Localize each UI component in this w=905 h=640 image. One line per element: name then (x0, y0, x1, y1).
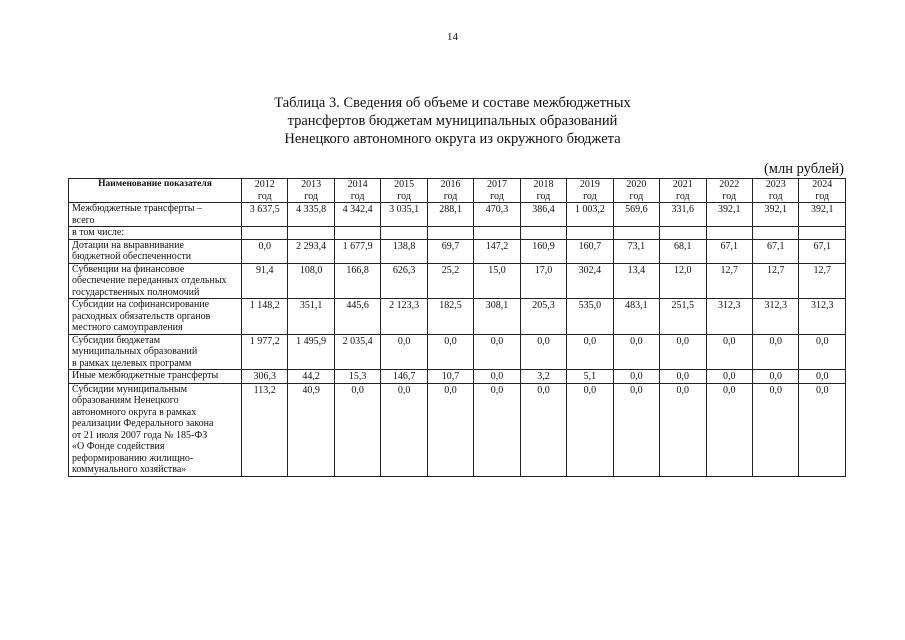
table-cell: 392,1 (752, 203, 798, 227)
row-label-line: реализации Федерального закона (72, 418, 214, 429)
table-cell (520, 227, 566, 240)
table-cell: 15,0 (474, 263, 520, 299)
table-cell: 0,0 (242, 239, 288, 263)
table-cell (381, 227, 427, 240)
table-cell: 1 677,9 (334, 239, 380, 263)
table-cell: 12,7 (706, 263, 752, 299)
row-label-line: коммунального хозяйства» (72, 464, 187, 475)
table-cell (427, 227, 473, 240)
column-header-year (242, 179, 288, 203)
row-label-line: Субвенции на финансовое (72, 263, 185, 275)
table-cell: 3,2 (520, 370, 566, 384)
table-cell: 138,8 (381, 239, 427, 263)
table-cell: 308,1 (474, 299, 520, 335)
table-cell: 0,0 (613, 383, 659, 476)
table-cell: 0,0 (799, 383, 846, 476)
row-label (69, 370, 242, 384)
table-cell: 0,0 (706, 334, 752, 370)
table-cell: 0,0 (706, 370, 752, 384)
column-header-year (334, 179, 380, 203)
table-cell: 306,3 (242, 370, 288, 384)
table-cell: 160,7 (567, 239, 613, 263)
row-label-line: Субсидии бюджетам (72, 334, 161, 346)
row-label-line: государственных полномочий (72, 286, 200, 298)
year-label: 2016 (440, 179, 461, 190)
table-cell: 0,0 (427, 383, 473, 476)
table-cell: 0,0 (334, 383, 380, 476)
table-row (69, 263, 846, 299)
table-cell: 2 035,4 (334, 334, 380, 370)
row-label-line: Межбюджетные трансферты – (72, 203, 202, 214)
page-number: 14 (447, 31, 458, 43)
table-cell: 160,9 (520, 239, 566, 263)
year-label: 2015 (394, 179, 415, 190)
table-cell: 40,9 (288, 383, 334, 476)
table-row (69, 383, 846, 476)
table-row (69, 239, 846, 263)
table-cell: 12,0 (660, 263, 706, 299)
row-label-line: в рамках целевых программ (72, 357, 192, 369)
table-cell (334, 227, 380, 240)
year-suffix: год (629, 190, 644, 202)
table-cell: 312,3 (752, 299, 798, 335)
row-label-line: расходных обязательств органов (72, 310, 211, 322)
table-cell: 0,0 (474, 370, 520, 384)
table-cell: 0,0 (567, 383, 613, 476)
table-cell: 0,0 (660, 334, 706, 370)
table-cell: 312,3 (799, 299, 846, 335)
table-cell: 312,3 (706, 299, 752, 335)
table-cell (613, 227, 659, 240)
table-cell: 0,0 (706, 383, 752, 476)
row-label-line: Субсидии муниципальным (72, 383, 188, 395)
year-label: 2021 (672, 179, 693, 190)
table-cell: 67,1 (706, 239, 752, 263)
table-cell: 0,0 (752, 370, 798, 384)
year-suffix: год (768, 190, 783, 202)
transfers-table (68, 178, 846, 477)
table-cell: 392,1 (799, 203, 846, 227)
year-label: 2024 (812, 179, 833, 190)
column-header-year (706, 179, 752, 203)
table-cell: 4 342,4 (334, 203, 380, 227)
row-label-line: бюджетной обеспеченности (72, 251, 192, 262)
table-cell: 0,0 (752, 383, 798, 476)
row-label (69, 334, 242, 370)
title-line: Ненецкого автономного округа из окружного бюджета (284, 131, 621, 147)
column-header-year (567, 179, 613, 203)
column-header-year (613, 179, 659, 203)
year-label: 2023 (765, 179, 786, 190)
table-cell: 69,7 (427, 239, 473, 263)
table-cell: 445,6 (334, 299, 380, 335)
table-cell: 1 148,2 (242, 299, 288, 335)
table-cell: 44,2 (288, 370, 334, 384)
row-label-line: обеспечение переданных отдельных (72, 275, 227, 286)
table-header-row (69, 179, 846, 203)
table-cell: 2 293,4 (288, 239, 334, 263)
table-cell: 17,0 (520, 263, 566, 299)
table-cell: 0,0 (660, 383, 706, 476)
table-title (0, 94, 905, 148)
column-header-year (381, 179, 427, 203)
table-cell: 0,0 (381, 383, 427, 476)
row-label (69, 299, 242, 335)
row-label-line: всего (72, 214, 95, 226)
table-cell: 146,7 (381, 370, 427, 384)
table-cell: 288,1 (427, 203, 473, 227)
row-label-line: образованиям Ненецкого (72, 395, 179, 406)
row-label-line: в том числе: (72, 227, 125, 238)
table-cell (706, 227, 752, 240)
table-cell: 351,1 (288, 299, 334, 335)
table-cell: 0,0 (427, 334, 473, 370)
row-label-line: от 21 июля 2007 года № 185-ФЗ (72, 429, 208, 441)
table-cell: 13,4 (613, 263, 659, 299)
table-cell: 470,3 (474, 203, 520, 227)
table-cell (799, 227, 846, 240)
row-label-line: автономного округа в рамках (72, 406, 197, 418)
table-cell: 0,0 (474, 334, 520, 370)
row-label (69, 227, 242, 240)
year-suffix: год (443, 190, 458, 202)
row-label (69, 263, 242, 299)
table-cell: 1 003,2 (567, 203, 613, 227)
column-header-year (660, 179, 706, 203)
table-cell: 0,0 (613, 334, 659, 370)
table-cell: 67,1 (752, 239, 798, 263)
table-cell: 0,0 (613, 370, 659, 384)
table-cell: 392,1 (706, 203, 752, 227)
table-cell: 10,7 (427, 370, 473, 384)
year-suffix: год (490, 190, 504, 202)
column-header-year (288, 179, 334, 203)
column-header-year (520, 179, 566, 203)
table-cell: 12,7 (799, 263, 846, 299)
table-cell (752, 227, 798, 240)
row-label-line: местного самоуправления (72, 322, 183, 333)
year-suffix: год (583, 190, 597, 202)
table-cell: 166,8 (334, 263, 380, 299)
column-header-year (752, 179, 798, 203)
table-cell: 331,6 (660, 203, 706, 227)
year-label: 2022 (719, 179, 740, 190)
table-cell: 12,7 (752, 263, 798, 299)
year-label: 2014 (347, 179, 368, 190)
table-row (69, 299, 846, 335)
table-cell: 3 637,5 (242, 203, 288, 227)
table-body (69, 203, 846, 477)
table-cell: 147,2 (474, 239, 520, 263)
table-cell: 2 123,3 (381, 299, 427, 335)
year-suffix: год (675, 190, 690, 202)
table-cell: 626,3 (381, 263, 427, 299)
table-cell: 67,1 (799, 239, 846, 263)
column-header-year (474, 179, 520, 203)
table-row (69, 227, 846, 240)
table-cell (474, 227, 520, 240)
table-cell: 182,5 (427, 299, 473, 335)
table-cell: 1 977,2 (242, 334, 288, 370)
table-cell: 0,0 (799, 334, 846, 370)
table-row (69, 370, 846, 384)
table-cell: 0,0 (752, 334, 798, 370)
table-cell (660, 227, 706, 240)
table-cell: 0,0 (660, 370, 706, 384)
table-cell: 91,4 (242, 263, 288, 299)
row-label-line: Субсидии на софинансирование (72, 299, 210, 310)
table-cell: 1 495,9 (288, 334, 334, 370)
row-label-line: муниципальных образований (72, 346, 198, 357)
table-cell: 535,0 (567, 299, 613, 335)
table-cell: 0,0 (520, 383, 566, 476)
year-label: 2020 (626, 179, 647, 190)
year-label: 2019 (579, 179, 600, 190)
year-suffix: год (815, 190, 830, 202)
year-suffix: год (304, 190, 318, 202)
table-cell: 0,0 (567, 334, 613, 370)
table-cell: 73,1 (613, 239, 659, 263)
row-label-line: «О Фонде содействия (72, 441, 165, 452)
year-suffix: год (257, 190, 272, 202)
row-label (69, 239, 242, 263)
table-cell: 0,0 (381, 334, 427, 370)
table-cell (567, 227, 613, 240)
table-cell: 5,1 (567, 370, 613, 384)
column-header-name: Наименование показателя (69, 179, 242, 203)
row-label-line: Дотации на выравнивание (72, 239, 184, 251)
year-label: 2013 (301, 179, 322, 190)
year-label: 2012 (254, 179, 275, 190)
table-cell (242, 227, 288, 240)
table-cell (288, 227, 334, 240)
year-suffix: год (536, 190, 551, 202)
table-cell: 302,4 (567, 263, 613, 299)
table-cell: 15,3 (334, 370, 380, 384)
table-row (69, 203, 846, 227)
year-suffix: год (350, 190, 365, 202)
title-line: трансфертов бюджетам муниципальных образований (287, 113, 618, 129)
table-cell: 0,0 (520, 334, 566, 370)
units-label: (млн рублей) (763, 161, 844, 177)
table-cell: 0,0 (799, 370, 846, 384)
table-cell: 569,6 (613, 203, 659, 227)
table-cell: 4 335,8 (288, 203, 334, 227)
table-cell: 113,2 (242, 383, 288, 476)
table-cell: 0,0 (474, 383, 520, 476)
year-label: 2018 (533, 179, 554, 190)
year-suffix: год (722, 190, 737, 202)
row-label (69, 383, 242, 476)
row-label-line: Иные межбюджетные трансферты (72, 370, 219, 381)
table-cell: 25,2 (427, 263, 473, 299)
table-cell: 251,5 (660, 299, 706, 335)
row-label-line: реформированию жилищно- (72, 452, 194, 464)
year-label: 2017 (486, 179, 507, 190)
year-suffix: год (397, 190, 411, 202)
table-cell: 483,1 (613, 299, 659, 335)
row-label (69, 203, 242, 227)
table-cell: 68,1 (660, 239, 706, 263)
table-cell: 108,0 (288, 263, 334, 299)
column-header-year (799, 179, 846, 203)
table-row (69, 334, 846, 370)
table-cell: 386,4 (520, 203, 566, 227)
table-cell: 205,3 (520, 299, 566, 335)
table-cell: 3 035,1 (381, 203, 427, 227)
title-line: Таблица 3. Сведения об объеме и составе межбюджетных (274, 95, 631, 111)
column-header-year (427, 179, 473, 203)
